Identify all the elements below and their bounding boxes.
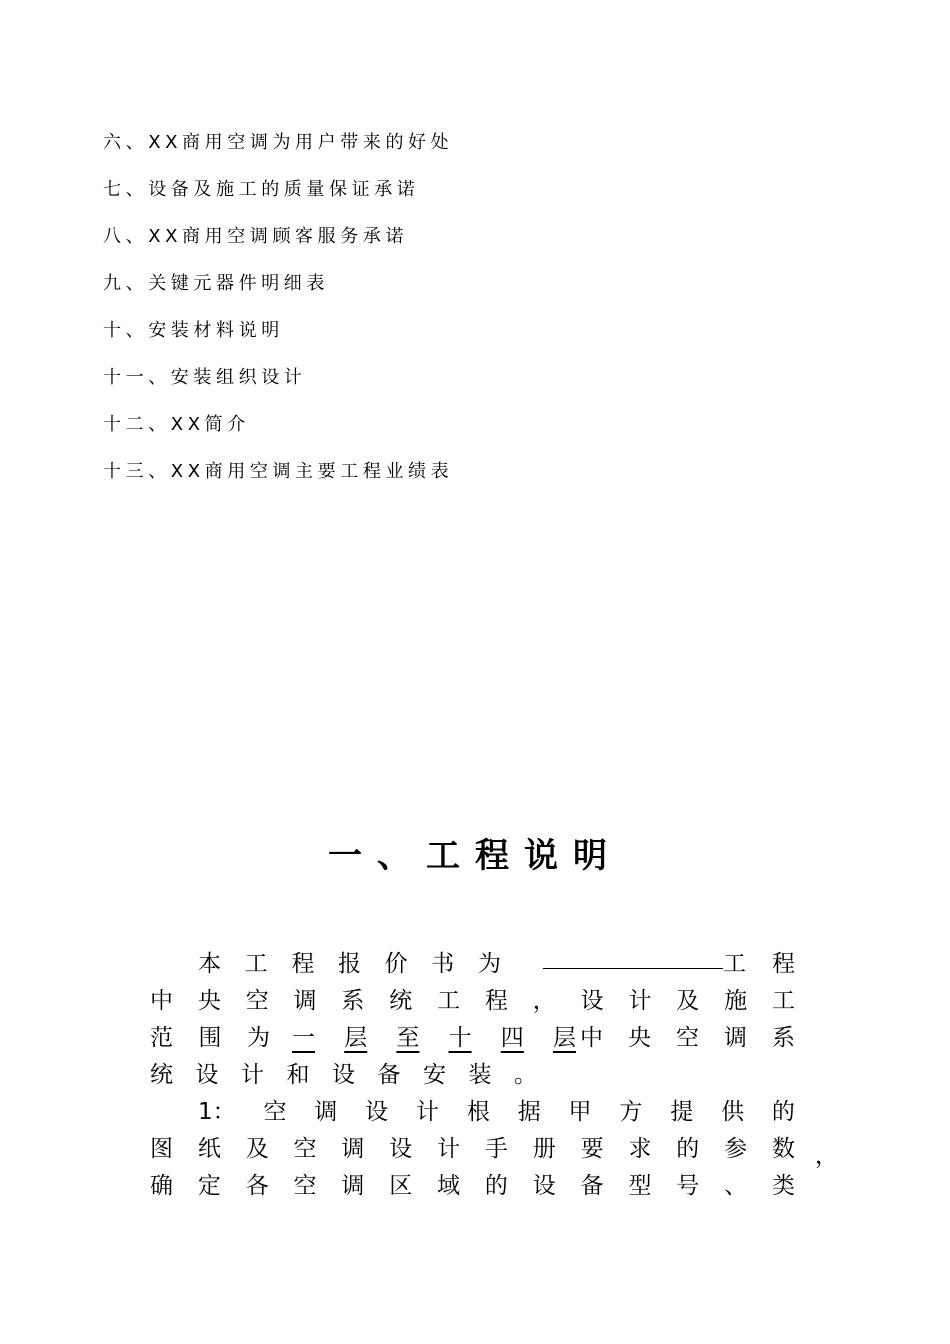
char: 工 xyxy=(437,988,461,1014)
char: 空 xyxy=(293,1136,317,1162)
indent xyxy=(150,946,198,983)
char: 供 xyxy=(721,1099,745,1125)
section-title: 一、工程说明 xyxy=(328,836,622,876)
char: 要 xyxy=(580,1136,604,1162)
char: 手 xyxy=(484,1136,508,1162)
char: 调 xyxy=(341,1136,365,1162)
char: 册 xyxy=(532,1136,556,1162)
char: 设 xyxy=(532,1173,556,1199)
char: 1： xyxy=(198,1099,236,1125)
indent xyxy=(150,1094,198,1131)
char: 空 xyxy=(263,1099,287,1125)
char: 工 xyxy=(723,951,746,977)
char: 中 xyxy=(150,988,173,1014)
char: 区 xyxy=(389,1173,413,1199)
char: 纸 xyxy=(197,1136,221,1162)
char: 备 xyxy=(580,1173,604,1199)
char: 书 xyxy=(431,951,455,977)
char: 号 xyxy=(676,1173,700,1199)
char: 系 xyxy=(772,1025,795,1051)
char: 调 xyxy=(341,1173,365,1199)
char: 定 xyxy=(197,1173,221,1199)
char: 本 xyxy=(198,951,221,977)
toc-item: 八、XX商用空调顾客服务承诺 xyxy=(103,226,409,247)
char: 设 xyxy=(195,1062,219,1088)
toc-item: 九、关键元器件明细表 xyxy=(103,273,329,294)
toc-item: 六、XX商用空调为用户带来的好处 xyxy=(103,132,454,153)
char: 求 xyxy=(628,1136,652,1162)
char: 设 xyxy=(389,1136,413,1162)
char: 调 xyxy=(314,1099,338,1125)
char: 域 xyxy=(437,1173,461,1199)
paragraph-line xyxy=(150,1131,795,1168)
char: 范 xyxy=(150,1025,173,1051)
char: 层 xyxy=(344,1025,368,1051)
char: 设 xyxy=(580,988,604,1014)
char: 央 xyxy=(628,1025,651,1051)
char: 工 xyxy=(244,951,268,977)
char: 统 xyxy=(389,988,413,1014)
fill-in-blank xyxy=(543,946,723,969)
char: 。 xyxy=(514,1062,537,1088)
char: 空 xyxy=(293,1173,317,1199)
char: 工 xyxy=(771,988,795,1014)
line-chars xyxy=(198,946,501,983)
toc-item: 十二、XX简介 xyxy=(103,414,250,435)
char: 围 xyxy=(198,1025,222,1051)
char: 系 xyxy=(341,988,365,1014)
toc-item: 十三、XX商用空调主要工程业绩表 xyxy=(103,461,454,482)
char: 层 xyxy=(552,1025,576,1051)
char: 参 xyxy=(724,1136,748,1162)
char: 央 xyxy=(197,988,221,1014)
char: 中 xyxy=(580,1025,603,1051)
char: 程 xyxy=(484,988,508,1014)
line-chars xyxy=(723,946,795,983)
toc-item: 十、安装材料说明 xyxy=(103,320,284,341)
char: 统 xyxy=(150,1062,173,1088)
paragraph-line xyxy=(150,1057,537,1094)
char: 设 xyxy=(365,1099,389,1125)
char: 的 xyxy=(484,1173,508,1199)
char: 根 xyxy=(466,1099,490,1125)
char: 甲 xyxy=(568,1099,592,1125)
char: 计 xyxy=(416,1099,440,1125)
char: 备 xyxy=(377,1062,401,1088)
line-chars xyxy=(150,1020,270,1057)
char: 各 xyxy=(245,1173,269,1199)
paragraph-line xyxy=(150,1020,795,1057)
char: 空 xyxy=(245,988,269,1014)
char: 程 xyxy=(291,951,315,977)
char: 的 xyxy=(676,1136,700,1162)
paragraph-line xyxy=(150,983,795,1020)
paragraph-line xyxy=(150,946,795,983)
char: 四 xyxy=(500,1025,524,1051)
char: 施 xyxy=(724,988,748,1014)
char: 、 xyxy=(724,1173,748,1199)
char: 调 xyxy=(293,988,317,1014)
char: 计 xyxy=(628,988,652,1014)
char: 及 xyxy=(676,988,700,1014)
char: 方 xyxy=(619,1099,643,1125)
underlined-scope xyxy=(292,1020,576,1057)
toc-item: 十一、安装组织设计 xyxy=(103,367,307,388)
char: 安 xyxy=(423,1062,446,1088)
line-chars xyxy=(580,1020,795,1057)
char: 装 xyxy=(468,1062,492,1088)
char: ， xyxy=(532,988,556,1014)
char: 及 xyxy=(245,1136,269,1162)
char: 型 xyxy=(628,1173,652,1199)
trailing-comma: ， xyxy=(815,1143,838,1169)
char: 和 xyxy=(286,1062,310,1088)
char: 计 xyxy=(241,1062,264,1088)
char: 确 xyxy=(150,1173,173,1199)
char: 类 xyxy=(771,1173,795,1199)
char: 调 xyxy=(724,1025,747,1051)
char: 图 xyxy=(150,1136,173,1162)
char: 提 xyxy=(670,1099,694,1125)
table-of-contents xyxy=(103,128,453,504)
char: 至 xyxy=(396,1025,420,1051)
section-body xyxy=(150,946,795,1205)
char: 价 xyxy=(384,951,408,977)
char: 程 xyxy=(772,951,795,977)
paragraph-line xyxy=(150,1094,795,1131)
char: 为 xyxy=(477,951,501,977)
char: 报 xyxy=(337,951,361,977)
char: 设 xyxy=(332,1062,355,1088)
char: 一 xyxy=(292,1025,315,1051)
paragraph-line xyxy=(150,1168,795,1205)
char: 据 xyxy=(517,1099,541,1125)
char: 空 xyxy=(676,1025,699,1051)
char: 计 xyxy=(437,1136,461,1162)
char: 为 xyxy=(247,1025,270,1051)
char: 的 xyxy=(771,1099,795,1125)
char: 数 xyxy=(771,1136,795,1162)
toc-item: 七、设备及施工的质量保证承诺 xyxy=(103,179,420,200)
line-chars xyxy=(198,1094,795,1131)
char: 十 xyxy=(448,1025,472,1051)
